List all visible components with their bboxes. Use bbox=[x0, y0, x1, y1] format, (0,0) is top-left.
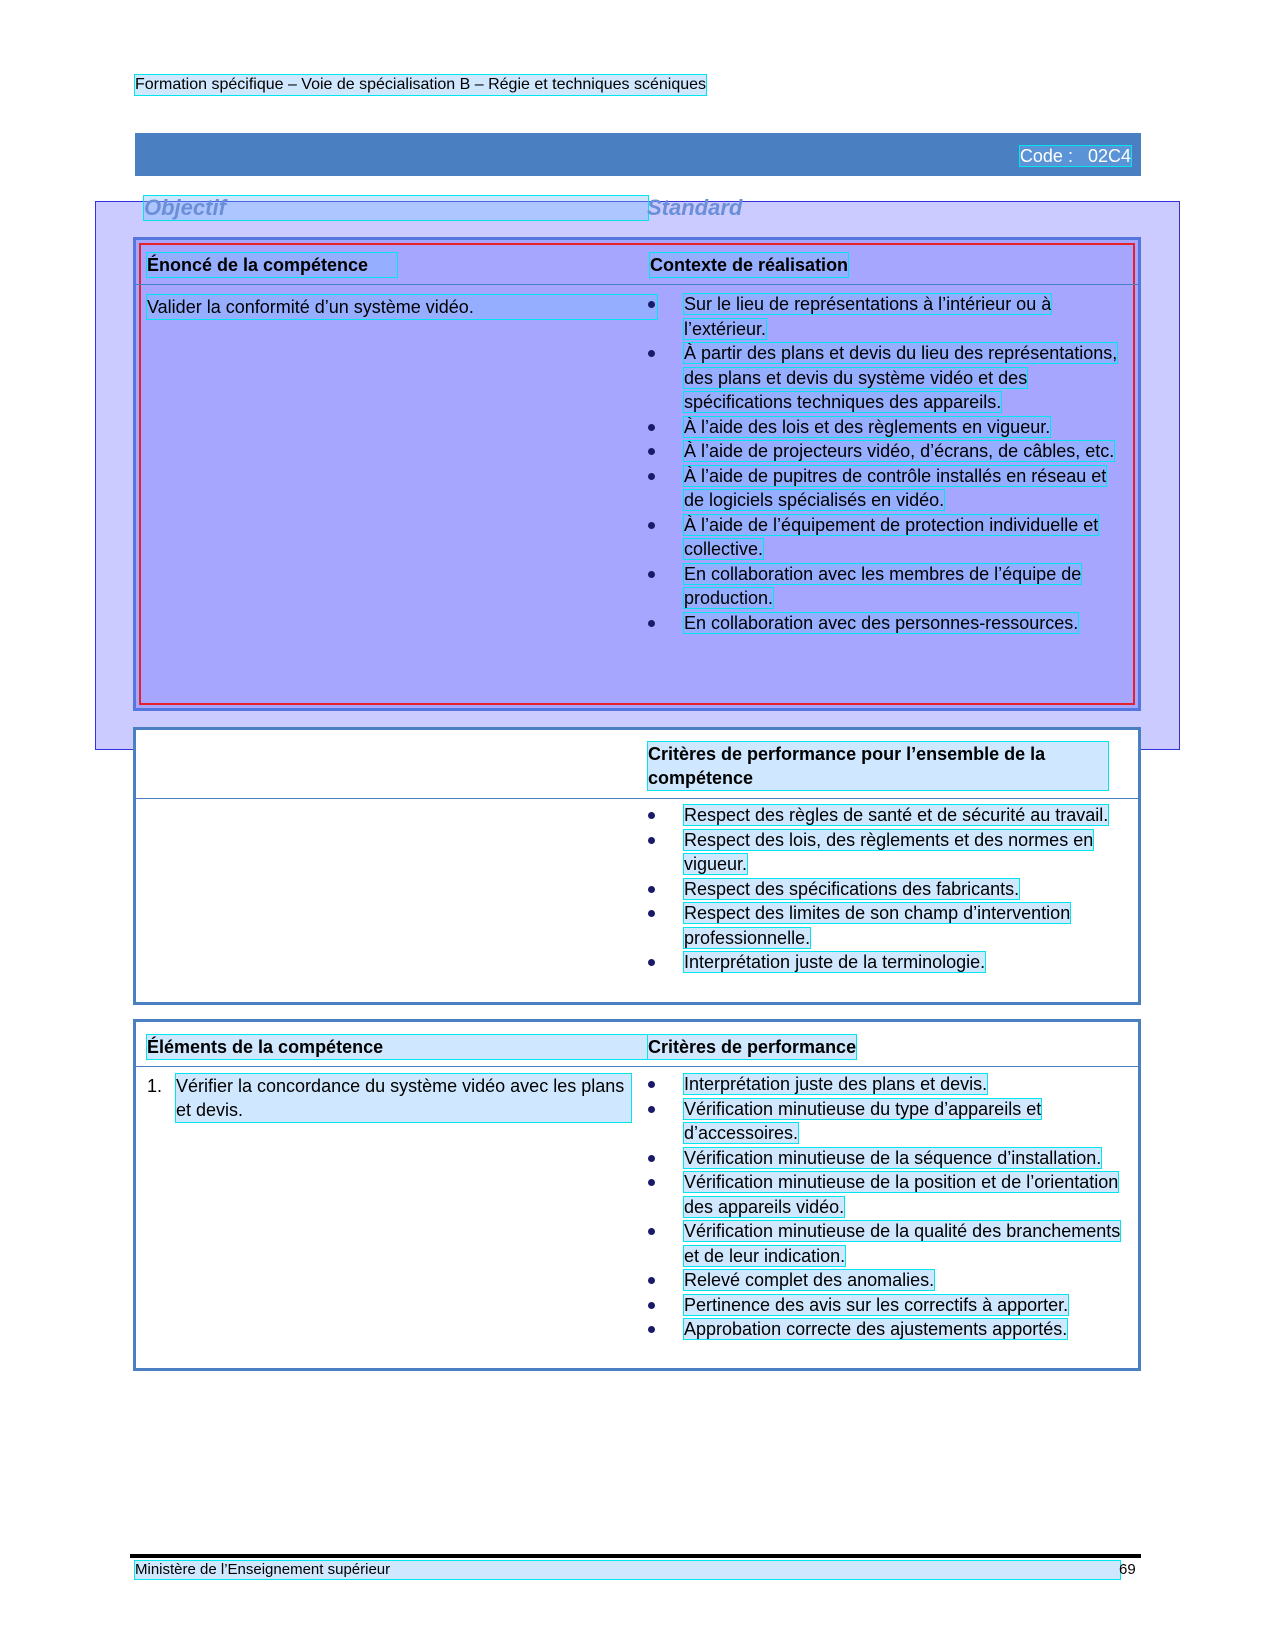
list-item-text: À partir des plans et devis du lieu des représentations, des plans et devis du système vidéo et des spécifications techniques des appareils. bbox=[684, 343, 1118, 412]
list-item-text: Respect des limites de son champ d’intervention professionnelle. bbox=[684, 903, 1071, 948]
list-item-text: Vérification minutieuse du type d’appareils et d’accessoires. bbox=[684, 1098, 1042, 1143]
list-item-text: À l’aide de projecteurs vidéo, d’écrans, de câbles, etc. bbox=[684, 441, 1115, 461]
criteres-ensemble-heading: Critères de performance pour l’ensemble de la compétence bbox=[648, 742, 1108, 790]
footer-ministry: Ministère de l’Enseignement supérieur bbox=[135, 1561, 1120, 1579]
list-item bbox=[646, 901, 1126, 950]
bullet-icon bbox=[648, 812, 655, 819]
overall-criteria-table bbox=[133, 727, 1141, 1005]
bullet-icon bbox=[648, 1155, 655, 1162]
list-item bbox=[646, 1146, 1126, 1171]
list-item bbox=[646, 341, 1120, 415]
code-bar bbox=[133, 133, 1141, 176]
list-item-text: À l’aide des lois et des règlements en vigueur. bbox=[684, 416, 1051, 437]
elements-table bbox=[133, 1019, 1141, 1371]
code-value: 02C4 bbox=[1087, 146, 1131, 166]
bullet-icon bbox=[648, 886, 655, 893]
elements-heading: Éléments de la compétence bbox=[147, 1035, 647, 1059]
list-item-text: Pertinence des avis sur les correctifs à apporter. bbox=[684, 1294, 1069, 1315]
bullet-icon bbox=[648, 473, 655, 480]
list-item-text: À l’aide de pupitres de contrôle installés en réseau et de logiciels spécialisés en vidéo. bbox=[684, 465, 1107, 510]
header-rule bbox=[136, 798, 1138, 799]
list-item bbox=[646, 464, 1120, 513]
code-label: Code : bbox=[1019, 146, 1073, 166]
objectif-label: Objectif bbox=[144, 196, 648, 220]
list-item bbox=[646, 1268, 1126, 1293]
footer-rule bbox=[130, 1554, 1141, 1558]
list-item-text: À l’aide de l’équipement de protection individuelle et collective. bbox=[684, 514, 1099, 559]
bullet-icon bbox=[648, 1326, 655, 1333]
bullet-icon bbox=[648, 620, 655, 627]
bullet-icon bbox=[648, 350, 655, 357]
list-item-text: Vérification minutieuse de la qualité des branchements et de leur indication. bbox=[684, 1221, 1121, 1266]
running-header: Formation spécifique – Voie de spécialisation B – Régie et techniques scéniques bbox=[135, 76, 707, 93]
bullet-icon bbox=[648, 959, 655, 966]
list-item bbox=[646, 828, 1126, 877]
list-item bbox=[646, 1072, 1126, 1097]
footer-page-number: 69 bbox=[1119, 1561, 1136, 1578]
bullet-icon bbox=[648, 1106, 655, 1113]
list-item-text: En collaboration avec les membres de l’équipe de production. bbox=[684, 563, 1082, 608]
enonce-heading: Énoncé de la compétence bbox=[147, 253, 397, 277]
bullet-icon bbox=[648, 1302, 655, 1309]
list-item bbox=[646, 415, 1120, 440]
list-item-text: Respect des spécifications des fabricants. bbox=[684, 878, 1020, 899]
list-item-text: Vérification minutieuse de la séquence d’installation. bbox=[684, 1147, 1102, 1168]
list-item bbox=[646, 1317, 1126, 1342]
competence-statement-table bbox=[133, 237, 1141, 711]
header-rule bbox=[136, 284, 1138, 285]
element-text: Vérifier la concordance du système vidéo avec les plans et devis. bbox=[176, 1074, 631, 1122]
list-item-text: Relevé complet des anomalies. bbox=[684, 1270, 935, 1290]
bullet-icon bbox=[648, 522, 655, 529]
list-item bbox=[646, 1170, 1126, 1219]
standard-label: Standard bbox=[647, 195, 743, 220]
list-item bbox=[646, 1219, 1126, 1268]
bullet-icon bbox=[648, 837, 655, 844]
list-item bbox=[646, 950, 1126, 975]
competency-code bbox=[1020, 146, 1131, 166]
contexte-heading: Contexte de réalisation bbox=[650, 255, 849, 275]
bullet-icon bbox=[648, 1081, 655, 1088]
list-item bbox=[646, 611, 1120, 636]
element-number: 1. bbox=[147, 1076, 163, 1096]
criteres-list bbox=[646, 1072, 1126, 1342]
criteres-heading: Critères de performance bbox=[648, 1037, 857, 1057]
list-item bbox=[646, 439, 1120, 464]
list-item-text: Interprétation juste de la terminologie. bbox=[684, 952, 986, 972]
bullet-icon bbox=[648, 301, 655, 308]
contexte-list bbox=[646, 292, 1120, 635]
bullet-icon bbox=[648, 1179, 655, 1186]
list-item bbox=[646, 513, 1120, 562]
list-item-text: En collaboration avec des personnes-ressources. bbox=[684, 612, 1079, 633]
bullet-icon bbox=[648, 1228, 655, 1235]
bullet-icon bbox=[648, 910, 655, 917]
list-item bbox=[646, 1097, 1126, 1146]
enonce-text: Valider la conformité d’un système vidéo. bbox=[147, 295, 657, 319]
list-item-text: Interprétation juste des plans et devis. bbox=[684, 1074, 988, 1094]
bullet-icon bbox=[648, 1277, 655, 1284]
list-item-text: Vérification minutieuse de la position et de l’orientation des appareils vidéo. bbox=[684, 1172, 1119, 1217]
header-rule bbox=[136, 1066, 1138, 1067]
element-1 bbox=[147, 1074, 637, 1122]
list-item bbox=[646, 292, 1120, 341]
list-item-text: Respect des règles de santé et de sécurité au travail. bbox=[684, 805, 1109, 825]
bullet-icon bbox=[648, 571, 655, 578]
list-item-text: Approbation correcte des ajustements apportés. bbox=[684, 1319, 1068, 1339]
bullet-icon bbox=[648, 448, 655, 455]
list-item bbox=[646, 562, 1120, 611]
list-item-text: Respect des lois, des règlements et des normes en vigueur. bbox=[684, 829, 1094, 874]
list-item bbox=[646, 1293, 1126, 1318]
criteres-ensemble-list bbox=[646, 803, 1126, 975]
list-item-text: Sur le lieu de représentations à l’intérieur ou à l’extérieur. bbox=[684, 294, 1052, 339]
list-item bbox=[646, 877, 1126, 902]
list-item bbox=[646, 803, 1126, 828]
bullet-icon bbox=[648, 424, 655, 431]
